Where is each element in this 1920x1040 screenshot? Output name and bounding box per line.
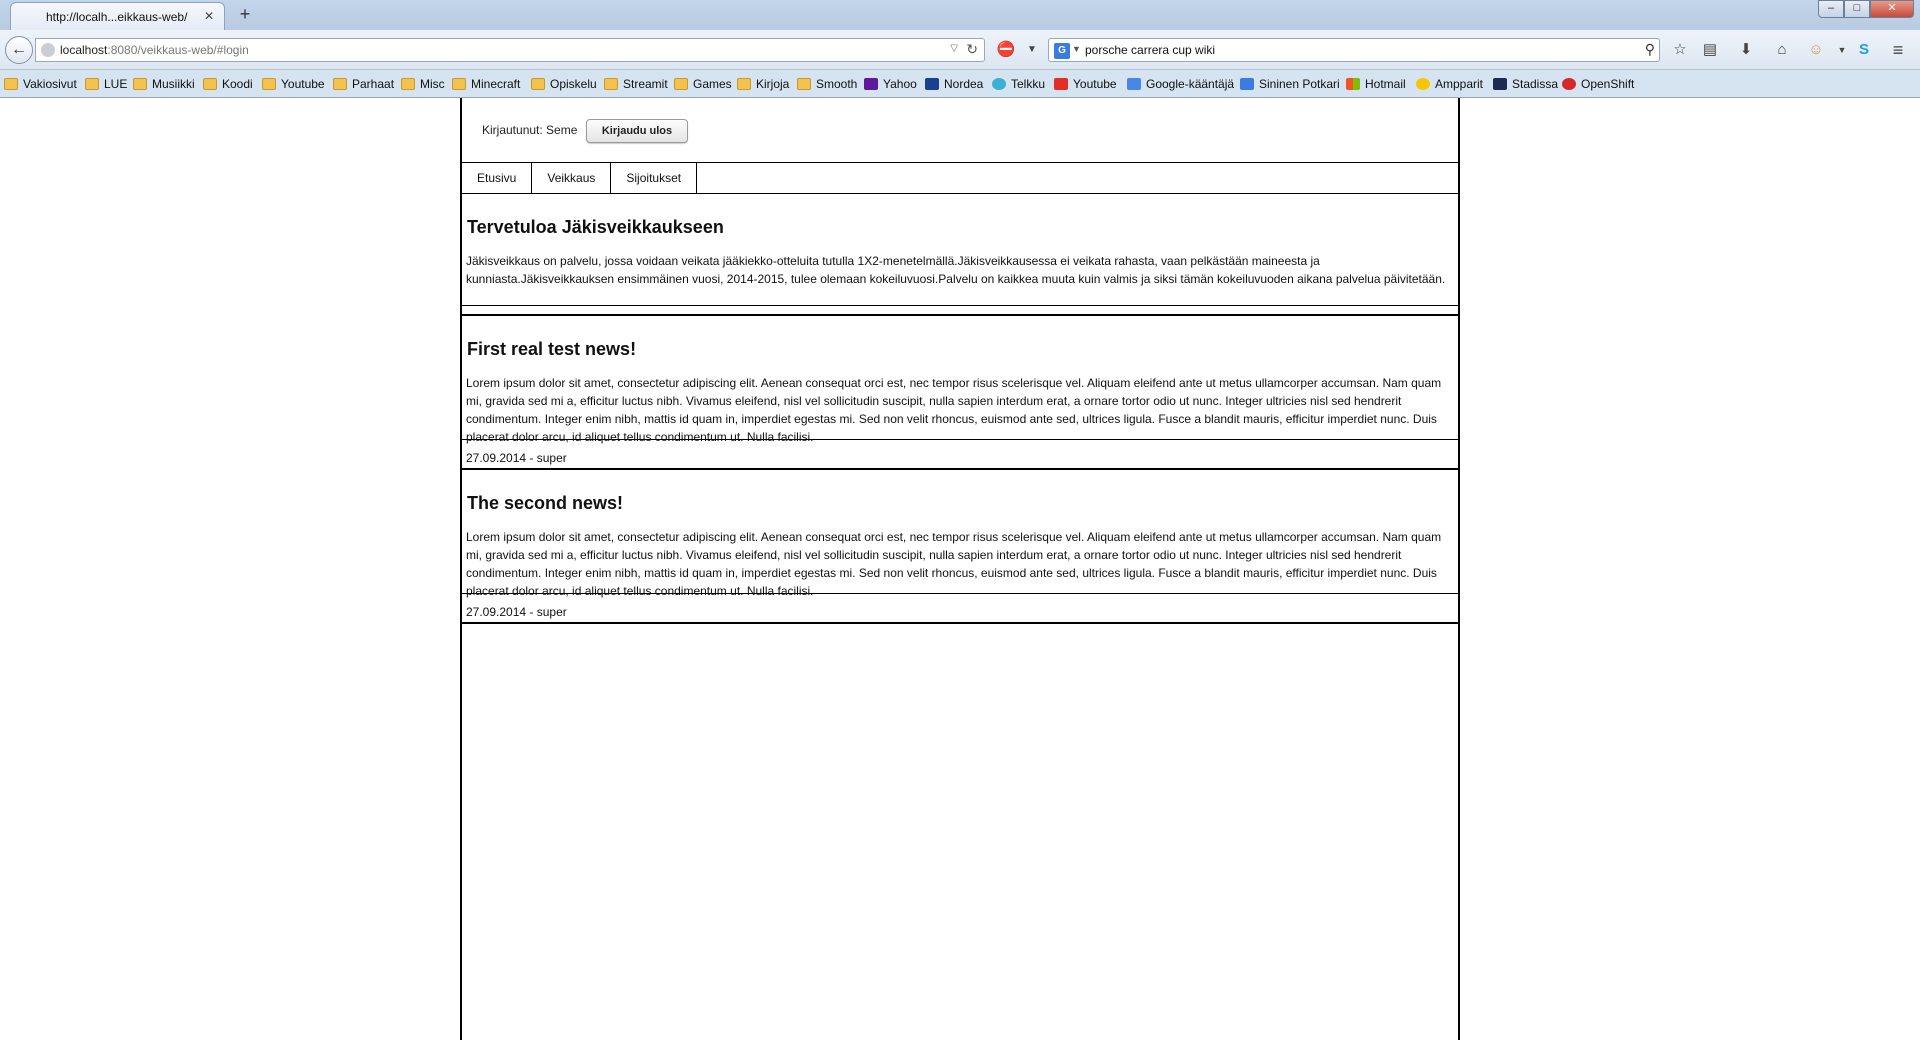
persona-dropdown-icon[interactable]: ▼	[1837, 45, 1847, 55]
bookmark-item[interactable]	[401, 75, 445, 93]
addon-icon[interactable]: ⛔	[996, 41, 1016, 58]
youtube-icon	[1054, 78, 1068, 90]
reload-icon[interactable]: ↻	[966, 41, 978, 57]
minimize-button[interactable]: –	[1818, 0, 1844, 18]
folder-icon	[203, 78, 217, 90]
bookmark-item[interactable]	[1240, 75, 1340, 93]
news-title: First real test news!	[467, 339, 637, 359]
back-arrow-icon[interactable]: ←	[5, 36, 33, 64]
search-input[interactable]: porsche carrera cup wiki	[1085, 43, 1216, 57]
bookmark-item[interactable]	[1127, 75, 1234, 93]
bookmark-label: Musiikki	[152, 77, 195, 91]
bookmark-item[interactable]	[1493, 75, 1558, 93]
bookmark-label: Opiskelu	[550, 77, 597, 91]
bookmark-label: Koodi	[222, 77, 253, 91]
bookmark-item[interactable]	[1346, 75, 1406, 93]
tab-strip	[0, 0, 1920, 30]
welcome-section	[462, 194, 1458, 306]
page-container	[460, 98, 1460, 1040]
page-viewport	[0, 98, 1920, 1040]
home-icon[interactable]: ⌂	[1777, 41, 1787, 58]
news-meta: 27.09.2014 - super	[462, 440, 1458, 470]
folder-icon	[674, 78, 688, 90]
news-item	[462, 316, 1458, 444]
bookmark-label: Nordea	[944, 77, 984, 91]
folder-icon	[262, 78, 276, 90]
search-go-icon[interactable]: ⚲	[1644, 41, 1655, 57]
welcome-text: Jäkisveikkaus on palvelu, jossa voidaan veikata jääkiekko-otteluita tutulla 1X2-menetelmällä.Jäkisveikkausessa ei veikata rahasta, vaan pelkästään maineesta ja kunniasta.Jäkisveikkauksen ensimmäinen vuosi, 2014-2015, tulee olemaan kokeiluvuosi.Palvelu on kaikkea muuta kuin valmis ja siksi tämän kokeiluvuoden aikana palvelua päivitetään.	[466, 254, 1446, 286]
maximize-button[interactable]: □	[1844, 0, 1870, 18]
user-header	[462, 98, 1458, 163]
addon-dropdown-icon[interactable]: ▼	[1027, 44, 1037, 55]
menu-item-etusivu[interactable]: Etusivu	[462, 163, 532, 193]
folder-icon	[133, 78, 147, 90]
section-divider	[462, 306, 1458, 316]
bookmark-item[interactable]	[925, 75, 983, 93]
bookmark-item[interactable]	[992, 75, 1045, 93]
bookmark-item[interactable]	[85, 75, 127, 93]
bookmark-item[interactable]	[333, 75, 394, 93]
stadissa-icon	[1493, 78, 1507, 90]
menu-item-veikkaus[interactable]: Veikkaus	[532, 163, 611, 193]
folder-icon	[401, 78, 415, 90]
bookmark-item[interactable]	[604, 75, 668, 93]
bookmark-item[interactable]	[864, 75, 917, 93]
new-tab-button[interactable]: +	[239, 4, 251, 24]
bookmark-label: Games	[693, 77, 732, 91]
bookmarks-menu-icon[interactable]: ▤	[1702, 41, 1718, 58]
tab-close-icon[interactable]: ✕	[203, 9, 214, 23]
bookmark-label: Parhaat	[352, 77, 395, 91]
bookmark-item[interactable]	[737, 75, 789, 93]
bookmark-item[interactable]	[133, 75, 195, 93]
logout-button[interactable]: Kirjaudu ulos	[586, 119, 688, 143]
bookmark-item[interactable]	[203, 75, 253, 93]
bookmark-item[interactable]	[797, 75, 857, 93]
bookmark-label: Youtube	[1073, 77, 1117, 91]
bookmark-item[interactable]	[1416, 75, 1483, 93]
bookmark-item[interactable]	[1054, 75, 1117, 93]
ampparit-icon	[1416, 78, 1430, 90]
bookmark-label: Youtube	[281, 77, 325, 91]
folder-icon	[333, 78, 347, 90]
bookmark-label: Kirjoja	[756, 77, 790, 91]
search-engine-dropdown-icon[interactable]: ▼	[1072, 44, 1081, 54]
tab-title: http://localh...eikkaus-web/	[46, 10, 188, 24]
search-bar[interactable]	[1048, 38, 1660, 62]
folder-icon	[604, 78, 618, 90]
bookmark-label: Ampparit	[1435, 77, 1484, 91]
menu-item-sijoitukset[interactable]: Sijoitukset	[611, 163, 697, 193]
url-text[interactable]	[60, 43, 249, 57]
bookmark-star-icon[interactable]: ☆	[1673, 41, 1687, 58]
openshift-icon	[1562, 78, 1576, 90]
bookmark-label: Minecraft	[471, 77, 521, 91]
bookmark-label: Streamit	[623, 77, 668, 91]
news-item	[462, 470, 1458, 598]
bookmark-item[interactable]	[4, 75, 77, 93]
address-bar[interactable]	[35, 38, 985, 62]
news-title: The second news!	[467, 493, 624, 513]
bookmark-label: Hotmail	[1365, 77, 1406, 91]
downloads-icon[interactable]: ⬇	[1739, 41, 1753, 58]
browser-tab[interactable]	[10, 2, 225, 30]
bookmark-label: LUE	[104, 77, 128, 91]
bookmark-label: Smooth	[816, 77, 858, 91]
translate-icon	[1127, 78, 1141, 90]
folder-icon	[797, 78, 811, 90]
yahoo-icon	[864, 78, 878, 90]
bookmark-label: Vakiosivut	[23, 77, 77, 91]
bookmark-item[interactable]	[674, 75, 732, 93]
bookmark-label: Google-kääntäjä	[1146, 77, 1235, 91]
menu-hamburger-icon[interactable]: ≡	[1892, 40, 1904, 60]
site-identity-icon[interactable]	[41, 43, 55, 57]
browser-chrome	[0, 0, 1920, 98]
folder-icon	[85, 78, 99, 90]
google-icon	[1240, 78, 1254, 90]
skype-icon[interactable]: S	[1858, 41, 1869, 58]
folder-icon	[737, 78, 751, 90]
folder-icon	[4, 78, 18, 90]
bookmark-label: Sininen Potkari	[1259, 77, 1340, 91]
news-body: Lorem ipsum dolor sit amet, consectetur adipiscing elit. Aenean consequat orci est, nec tempor risus scelerisque vel. Aliquam eleifend ante ut metus ullamcorper accumsan. Nam quam mi, gravida sed mi a, efficitur luctus nibh. Vivamus eleifend, nisl vel sollicitudin suscipit, nulla sapien interdum erat, a ornare tortor odio ut nunc. Integer ultricies nisl sed hendrerit condimentum. Integer enim nibh, mattis id quam in, imperdiet egestas mi. Sed non velit rhoncus, euismod ante sed, ultrices ligula. Fusce a blandit mauris, efficitur imperdiet nunc. Duis placerat dolor arcu, id aliquet tellus condimentum ut. Nulla facilisi.	[466, 530, 1442, 598]
bookmark-item[interactable]	[531, 75, 597, 93]
url-history-dropdown-icon[interactable]: ▽	[950, 43, 958, 54]
persona-icon[interactable]: ☺	[1808, 41, 1824, 58]
welcome-title: Tervetuloa Jäkisveikkaukseen	[467, 217, 724, 237]
folder-icon	[452, 78, 466, 90]
folder-icon	[531, 78, 545, 90]
search-engine-icon[interactable]: G	[1054, 43, 1070, 59]
news-meta: 27.09.2014 - super	[462, 594, 1458, 624]
bookmark-label: Yahoo	[883, 77, 917, 91]
bookmarks-toolbar	[0, 71, 1920, 97]
telkku-icon	[992, 78, 1006, 90]
windows-icon	[1346, 78, 1360, 90]
nordea-icon	[925, 78, 939, 90]
bookmark-item[interactable]	[1562, 75, 1634, 93]
news-body: Lorem ipsum dolor sit amet, consectetur adipiscing elit. Aenean consequat orci est, nec tempor risus scelerisque vel. Aliquam eleifend ante ut metus ullamcorper accumsan. Nam quam mi, gravida sed mi a, efficitur luctus nibh. Vivamus eleifend, nisl vel sollicitudin suscipit, nulla sapien interdum erat, a ornare tortor odio ut nunc. Integer ultricies nisl sed hendrerit condimentum. Integer enim nibh, mattis id quam in, imperdiet egestas mi. Sed non velit rhoncus, euismod ante sed, ultrices ligula. Fusce a blandit mauris, efficitur imperdiet nunc. Duis placerat dolor arcu, id aliquet tellus condimentum ut. Nulla facilisi.	[466, 376, 1442, 444]
bookmark-item[interactable]	[452, 75, 520, 93]
window-close-button[interactable]: ✕	[1870, 0, 1914, 18]
bookmark-label: Misc	[420, 77, 445, 91]
url-path: :8080/veikkaus-web/#login	[107, 43, 249, 57]
main-menu	[462, 163, 1458, 194]
bookmark-label: Stadissa	[1512, 77, 1559, 91]
bookmark-label: OpenShift	[1581, 77, 1635, 91]
url-host: localhost	[60, 43, 108, 57]
logged-in-text: Kirjautunut: Seme	[482, 123, 578, 137]
bookmark-label: Telkku	[1011, 77, 1046, 91]
navigation-toolbar	[0, 30, 1920, 70]
bookmark-item[interactable]	[262, 75, 325, 93]
